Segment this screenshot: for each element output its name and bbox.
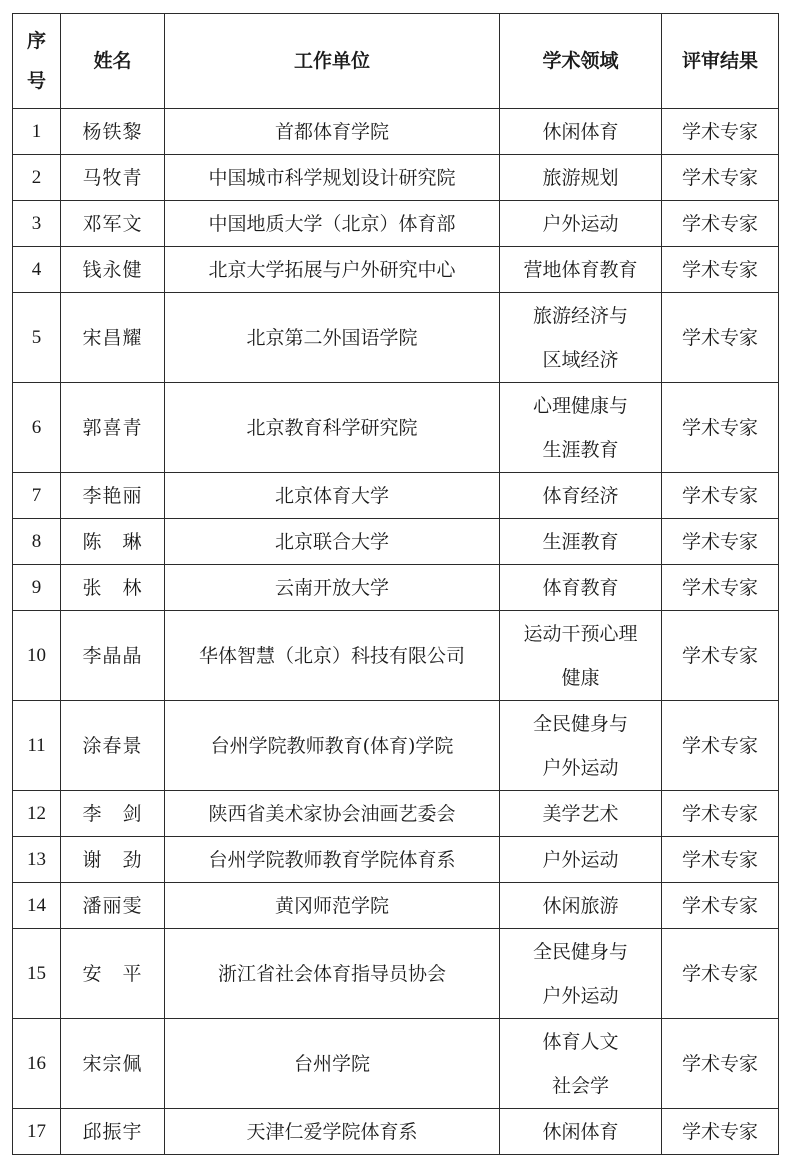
work-unit-cell: 云南开放大学: [165, 565, 500, 611]
name-cell: 郭喜青: [61, 383, 165, 473]
academic-field-cell: [500, 519, 662, 565]
work-unit-cell: 中国城市科学规划设计研究院: [165, 155, 500, 201]
row-number-cell: 13: [13, 837, 61, 883]
table-header-row: [13, 14, 779, 109]
academic-field-line: 户外运动: [542, 848, 619, 871]
row-number-cell: 10: [13, 611, 61, 701]
academic-field-line: 休闲体育: [542, 1120, 619, 1143]
review-result-cell: 学术专家: [662, 791, 779, 837]
column-header-no-line2: 号: [26, 70, 46, 92]
name-cell: 宋宗佩: [61, 1019, 165, 1109]
work-unit-cell: 台州学院教师教育学院体育系: [165, 837, 500, 883]
academic-field-line: 生涯教育: [542, 530, 619, 553]
name-cell: 李 剑: [61, 791, 165, 837]
row-number-cell: 15: [13, 929, 61, 1019]
name-cell: 李艳丽: [61, 473, 165, 519]
review-result-cell: 学术专家: [662, 247, 779, 293]
table-row: [13, 109, 779, 155]
table-row: [13, 1019, 779, 1109]
academic-field-line: 全民健身与: [532, 712, 628, 735]
expert-list-table: [12, 13, 779, 1155]
row-number-cell: 17: [13, 1109, 61, 1155]
row-number-cell: 6: [13, 383, 61, 473]
work-unit-cell: 黄冈师范学院: [165, 883, 500, 929]
academic-field-line: 区域经济: [542, 348, 619, 371]
academic-field-line: 体育人文: [542, 1030, 619, 1053]
table-row: [13, 201, 779, 247]
academic-field-cell: [500, 1109, 662, 1155]
academic-field-line: 旅游规划: [542, 166, 619, 189]
academic-field-line: 旅游经济与: [532, 304, 628, 327]
academic-field-line: 健康: [561, 666, 600, 689]
name-cell: 陈 琳: [61, 519, 165, 565]
work-unit-cell: 北京大学拓展与户外研究中心: [165, 247, 500, 293]
academic-field-line: 休闲旅游: [542, 894, 619, 917]
academic-field-line: 全民健身与: [532, 940, 628, 963]
academic-field-cell: [500, 791, 662, 837]
column-header-field: 学术领域: [500, 14, 662, 109]
academic-field-line: 户外运动: [542, 212, 619, 235]
academic-field-line: 心理健康与: [532, 394, 628, 417]
name-cell: 安 平: [61, 929, 165, 1019]
name-cell: 宋昌耀: [61, 293, 165, 383]
row-number-cell: 11: [13, 701, 61, 791]
work-unit-cell: 北京第二外国语学院: [165, 293, 500, 383]
table-row: [13, 1109, 779, 1155]
work-unit-cell: 北京体育大学: [165, 473, 500, 519]
academic-field-cell: [500, 929, 662, 1019]
table-row: [13, 883, 779, 929]
table-row: [13, 155, 779, 201]
column-header-name: 姓名: [61, 14, 165, 109]
review-result-cell: 学术专家: [662, 383, 779, 473]
review-result-cell: 学术专家: [662, 109, 779, 155]
academic-field-cell: [500, 611, 662, 701]
name-cell: 杨铁黎: [61, 109, 165, 155]
review-result-cell: 学术专家: [662, 883, 779, 929]
row-number-cell: 3: [13, 201, 61, 247]
table-body: [13, 109, 779, 1155]
column-header-unit: 工作单位: [165, 14, 500, 109]
name-cell: 谢 劲: [61, 837, 165, 883]
row-number-cell: 12: [13, 791, 61, 837]
review-result-cell: 学术专家: [662, 473, 779, 519]
row-number-cell: 1: [13, 109, 61, 155]
row-number-cell: 8: [13, 519, 61, 565]
row-number-cell: 14: [13, 883, 61, 929]
name-cell: 张 林: [61, 565, 165, 611]
academic-field-cell: [500, 109, 662, 155]
name-cell: 邓军文: [61, 201, 165, 247]
table-row: [13, 473, 779, 519]
name-cell: 潘丽雯: [61, 883, 165, 929]
table-row: [13, 565, 779, 611]
academic-field-cell: [500, 155, 662, 201]
academic-field-line: 美学艺术: [542, 802, 619, 825]
academic-field-cell: [500, 293, 662, 383]
table-row: [13, 701, 779, 791]
academic-field-line: 户外运动: [542, 984, 619, 1007]
academic-field-cell: [500, 701, 662, 791]
work-unit-cell: 台州学院: [165, 1019, 500, 1109]
review-result-cell: 学术专家: [662, 519, 779, 565]
table-row: [13, 293, 779, 383]
academic-field-line: 户外运动: [542, 756, 619, 779]
table-row: [13, 383, 779, 473]
row-number-cell: 5: [13, 293, 61, 383]
academic-field-line: 休闲体育: [542, 120, 619, 143]
name-cell: 钱永健: [61, 247, 165, 293]
name-cell: 马牧青: [61, 155, 165, 201]
academic-field-cell: [500, 383, 662, 473]
expert-table-wrapper: [12, 13, 778, 1155]
academic-field-cell: [500, 1019, 662, 1109]
table-row: [13, 837, 779, 883]
work-unit-cell: 北京教育科学研究院: [165, 383, 500, 473]
row-number-cell: 2: [13, 155, 61, 201]
row-number-cell: 7: [13, 473, 61, 519]
review-result-cell: 学术专家: [662, 1109, 779, 1155]
row-number-cell: 9: [13, 565, 61, 611]
work-unit-cell: 天津仁爱学院体育系: [165, 1109, 500, 1155]
work-unit-cell: 台州学院教师教育(体育)学院: [165, 701, 500, 791]
work-unit-cell: 首都体育学院: [165, 109, 500, 155]
review-result-cell: 学术专家: [662, 201, 779, 247]
academic-field-line: 社会学: [551, 1074, 609, 1097]
work-unit-cell: 陕西省美术家协会油画艺委会: [165, 791, 500, 837]
review-result-cell: 学术专家: [662, 837, 779, 883]
academic-field-cell: [500, 473, 662, 519]
work-unit-cell: 浙江省社会体育指导员协会: [165, 929, 500, 1019]
review-result-cell: 学术专家: [662, 565, 779, 611]
academic-field-cell: [500, 883, 662, 929]
academic-field-line: 体育教育: [542, 576, 619, 599]
academic-field-cell: [500, 247, 662, 293]
table-row: [13, 247, 779, 293]
academic-field-line: 生涯教育: [542, 438, 619, 461]
column-header-result: 评审结果: [662, 14, 779, 109]
review-result-cell: 学术专家: [662, 155, 779, 201]
work-unit-cell: 华体智慧（北京）科技有限公司: [165, 611, 500, 701]
review-result-cell: 学术专家: [662, 293, 779, 383]
name-cell: 涂春景: [61, 701, 165, 791]
review-result-cell: 学术专家: [662, 611, 779, 701]
row-number-cell: 16: [13, 1019, 61, 1109]
name-cell: 邱振宇: [61, 1109, 165, 1155]
academic-field-line: 体育经济: [542, 484, 619, 507]
work-unit-cell: 中国地质大学（北京）体育部: [165, 201, 500, 247]
academic-field-line: 运动干预心理: [523, 622, 638, 645]
academic-field-line: 营地体育教育: [523, 258, 638, 281]
academic-field-cell: [500, 565, 662, 611]
name-cell: 李晶晶: [61, 611, 165, 701]
academic-field-cell: [500, 201, 662, 247]
table-row: [13, 611, 779, 701]
review-result-cell: 学术专家: [662, 1019, 779, 1109]
table-row: [13, 519, 779, 565]
academic-field-cell: [500, 837, 662, 883]
table-row: [13, 791, 779, 837]
work-unit-cell: 北京联合大学: [165, 519, 500, 565]
column-header-no-line1: 序: [26, 30, 46, 52]
table-row: [13, 929, 779, 1019]
row-number-cell: 4: [13, 247, 61, 293]
review-result-cell: 学术专家: [662, 701, 779, 791]
column-header-no: [13, 14, 61, 109]
review-result-cell: 学术专家: [662, 929, 779, 1019]
